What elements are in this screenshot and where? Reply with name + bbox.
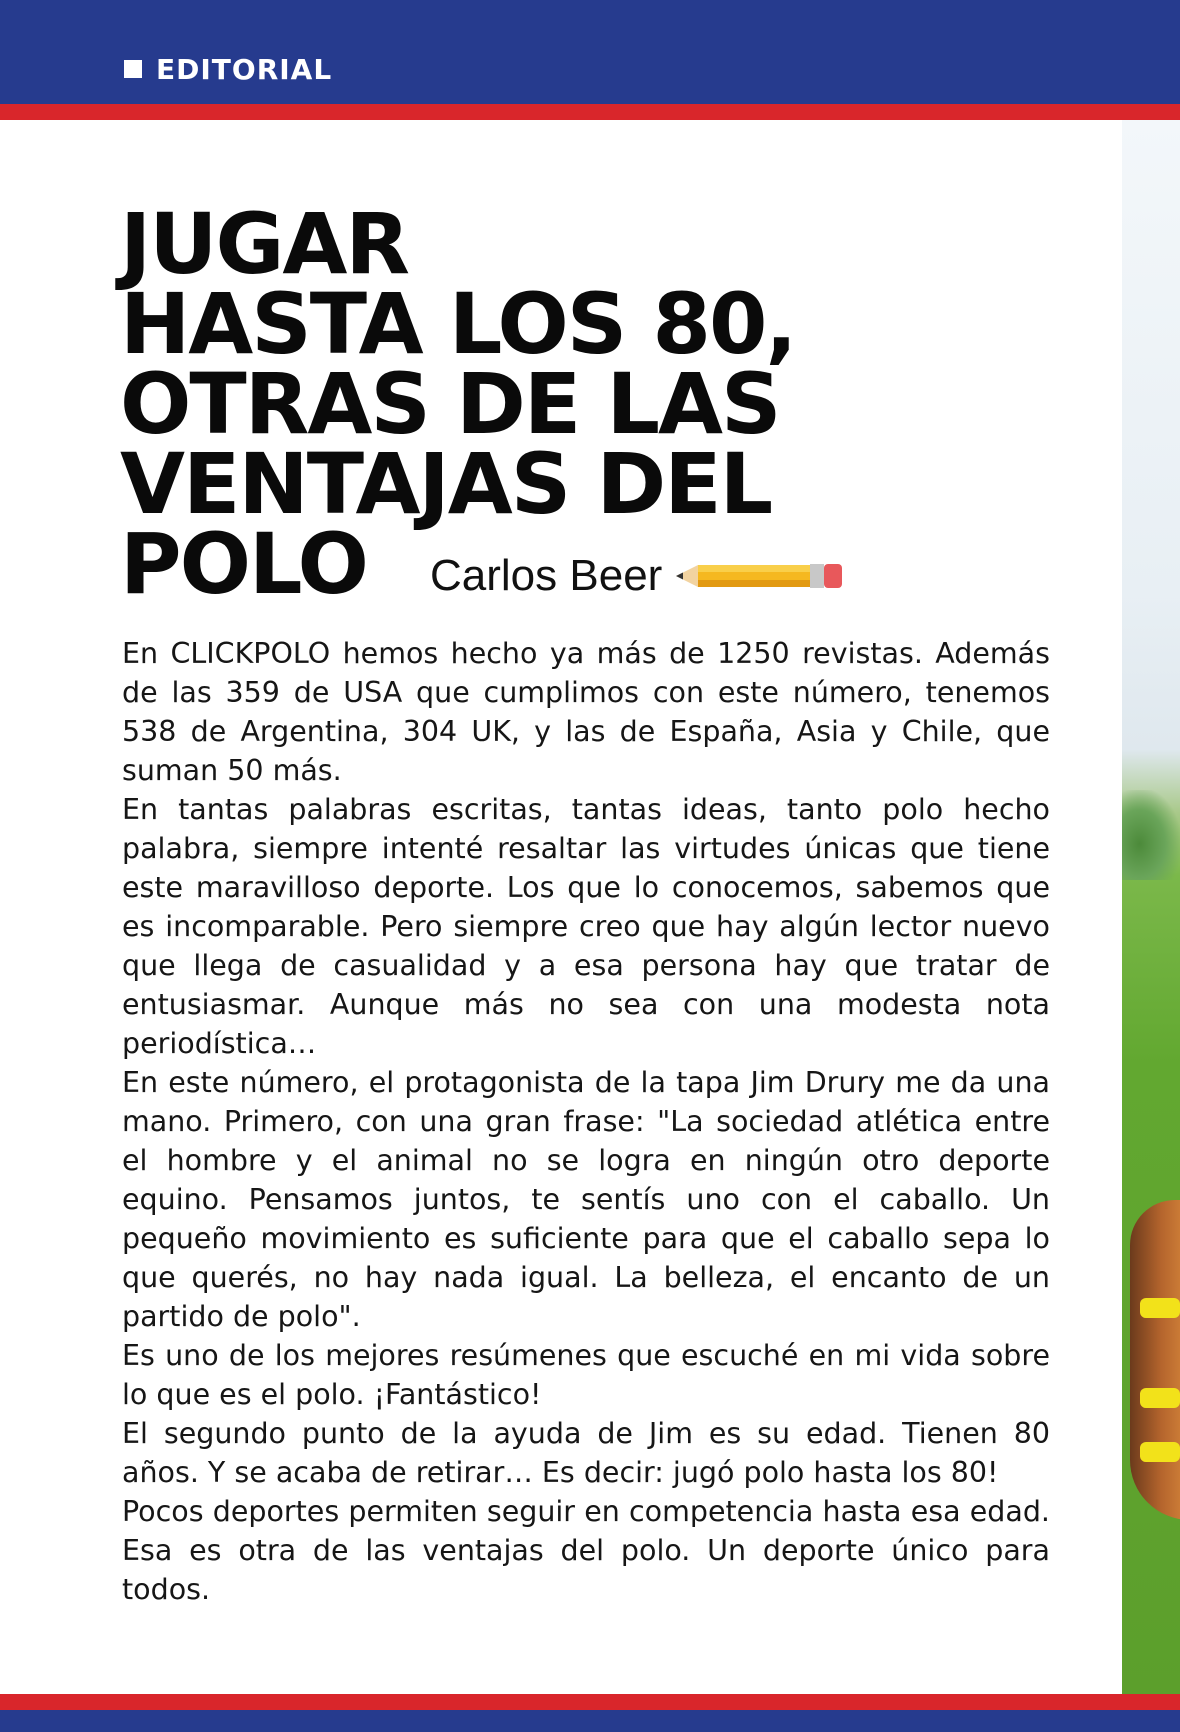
photo-trees xyxy=(1122,790,1180,880)
header-red-stripe xyxy=(0,104,1180,120)
article-body xyxy=(122,634,1050,1609)
footer-bar xyxy=(0,1710,1180,1732)
footer-red-stripe xyxy=(0,1694,1180,1710)
pencil-icon xyxy=(676,561,844,591)
headline xyxy=(120,195,920,613)
article-paragraph: En CLICKPOLO hemos hecho ya más de 1250 revistas. Además de las 359 de USA que cumplimos con este número, tenemos 538 de Argentina, 304 UK, y las de España, Asia y Chile, que suman 50 más. xyxy=(122,637,1050,787)
section-tag xyxy=(124,48,332,90)
photo-strap xyxy=(1140,1388,1180,1408)
byline xyxy=(430,546,844,606)
author-name: Carlos Beer xyxy=(430,551,663,600)
article-paragraph: Es uno de los mejores resúmenes que escuché en mi vida sobre lo que es el polo. ¡Fantástico! xyxy=(122,1339,1050,1411)
headline-line: HASTA LOS 80, xyxy=(120,275,796,373)
article-paragraph: El segundo punto de la ayuda de Jim es su edad. Tienen 80 años. Y se acaba de retirar… Es decir: jugó polo hasta los 80! xyxy=(122,1417,1050,1489)
cover-photo-edge xyxy=(1122,120,1180,1694)
headline-line: POLO xyxy=(120,515,367,613)
photo-strap xyxy=(1140,1298,1180,1318)
article-paragraph: Pocos deportes permiten seguir en competencia hasta esa edad. Esa es otra de las ventajas del polo. Un deporte único para todos. xyxy=(122,1495,1050,1606)
headline-line: OTRAS DE LAS xyxy=(120,355,780,453)
square-bullet-icon xyxy=(124,60,142,78)
photo-strap xyxy=(1140,1442,1180,1462)
section-label: EDITORIAL xyxy=(156,52,333,86)
headline-line: JUGAR xyxy=(120,195,409,293)
headline-line: VENTAJAS DEL xyxy=(120,435,772,533)
article-paragraph: En este número, el protagonista de la tapa Jim Drury me da una mano. Primero, con una gran frase: "La sociedad atlética entre el hombre y el animal no se logra en ningún otro deporte equino. Pensamos juntos, te sentís uno con el caballo. Un pequeño movimiento es suficiente para que el caballo sepa lo que querés, no hay nada igual. La belleza, el encanto de un partido de polo". xyxy=(122,1066,1050,1333)
article-paragraph: En tantas palabras escritas, tantas ideas, tanto polo hecho palabra, siempre intenté resaltar las virtudes únicas que tiene este maravilloso deporte. Los que lo conocemos, sabemos que es incomparable. Pero siempre creo que hay algún lector nuevo que llega de casualidad y a esa persona hay que tratar de entusiasmar. Aunque más no sea con una modesta nota periodística… xyxy=(122,793,1050,1060)
photo-horse xyxy=(1130,1200,1180,1520)
